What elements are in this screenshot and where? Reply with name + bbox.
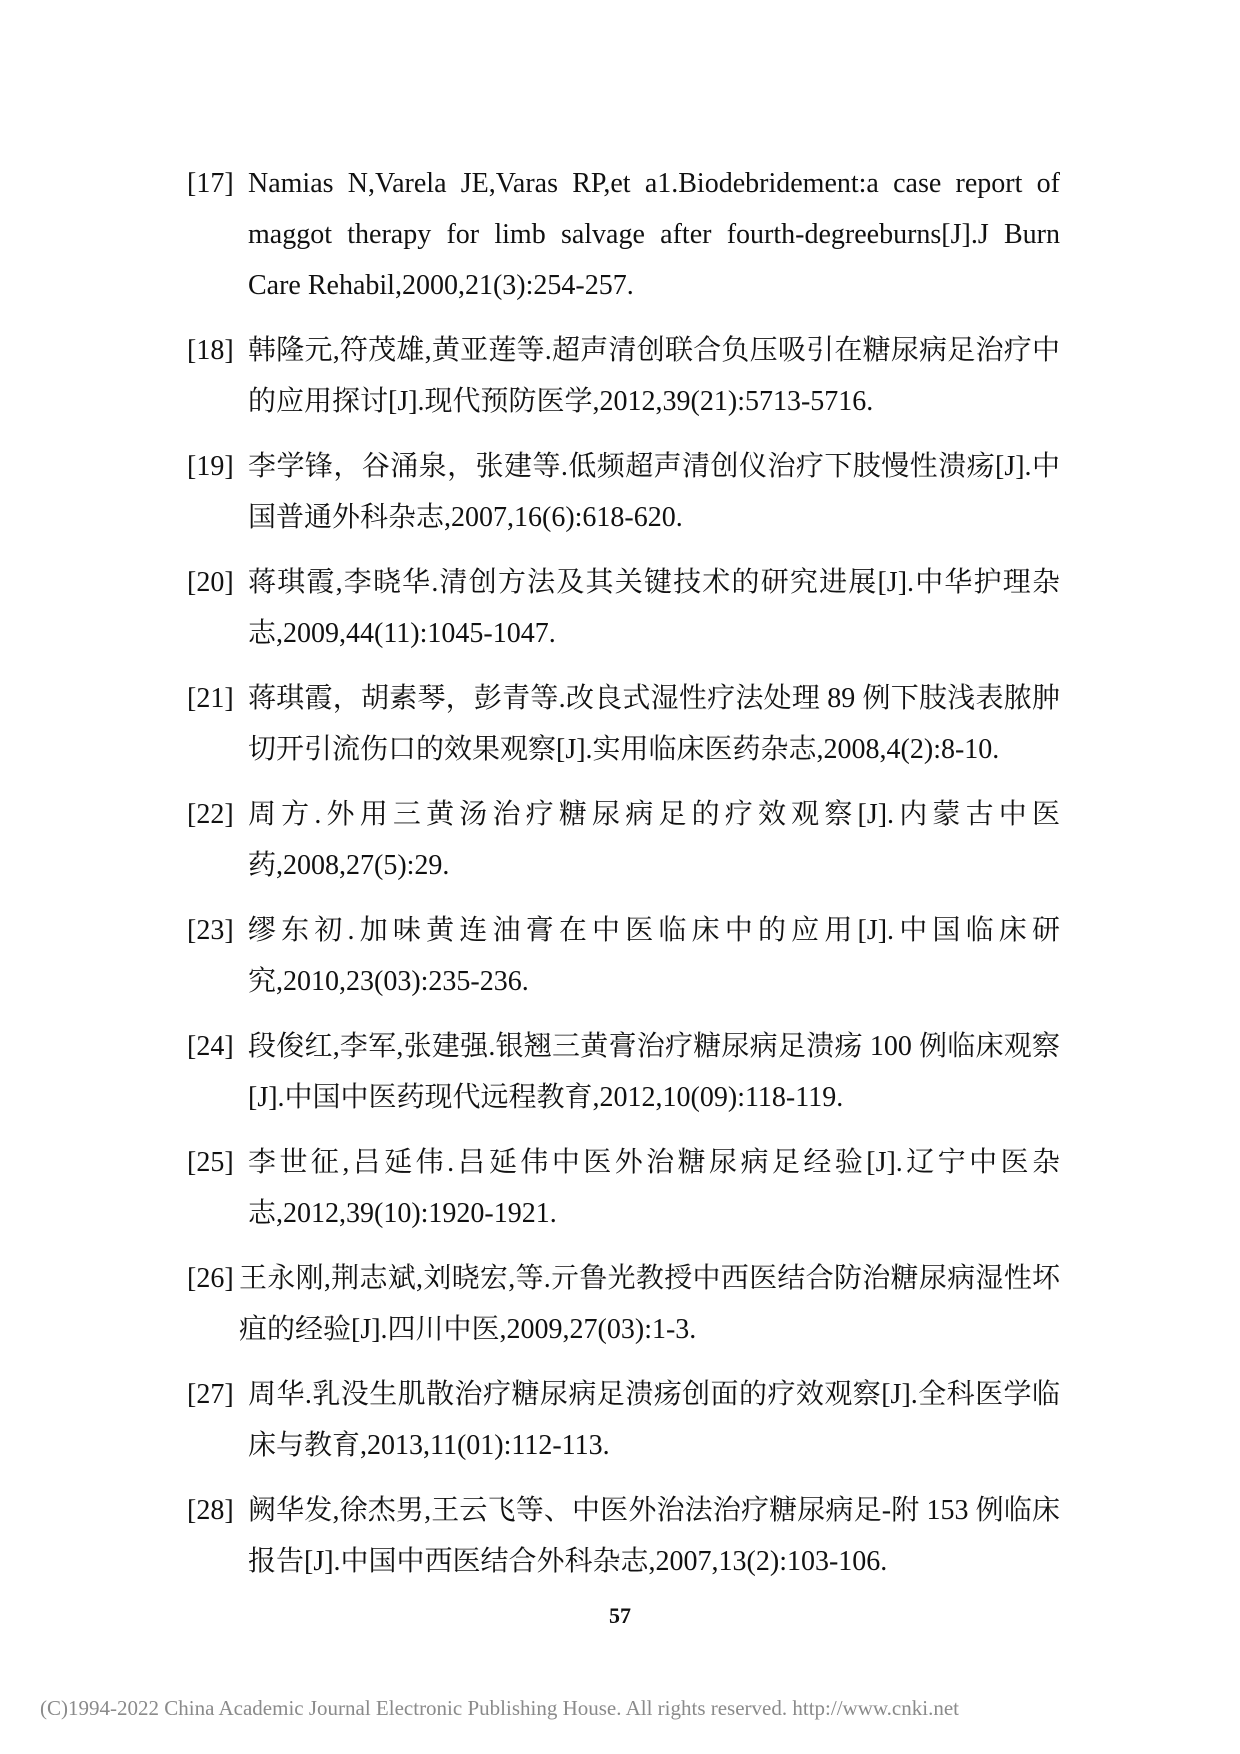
reference-text: Namias N,Varela JE,Varas RP,et a1.Biodebridement:a case report of maggot therapy for limb salvage after fourth-degreeburns[J].J Burn Care Rehabil,2000,21(3):254-257. xyxy=(248,168,1060,301)
reference-number: [28] xyxy=(187,1495,234,1526)
reference-item xyxy=(187,557,1060,659)
reference-item xyxy=(187,789,1060,891)
reference-text: 李世征,吕延伟.吕延伟中医外治糖尿病足经验[J].辽宁中医杂志,2012,39(10):1920-1921. xyxy=(248,1147,1060,1229)
reference-number: [21] xyxy=(187,683,234,714)
reference-number: [26] xyxy=(187,1263,234,1294)
reference-text: 韩隆元,符茂雄,黄亚莲等.超声清创联合负压吸引在糖尿病足治疗中的应用探讨[J].现代预防医学,2012,39(21):5713-5716. xyxy=(248,335,1060,417)
copyright-footer: (C)1994-2022 China Academic Journal Electronic Publishing House. All rights reserved. http://www.cnki.net xyxy=(40,1696,959,1720)
reference-text: 周方.外用三黄汤治疗糖尿病足的疗效观察[J].内蒙古中医药,2008,27(5):29. xyxy=(248,799,1060,881)
reference-text: 蒋琪霞,李晓华.清创方法及其关键技术的研究进展[J].中华护理杂志,2009,44(11):1045-1047. xyxy=(248,567,1060,649)
reference-item xyxy=(187,1253,1060,1355)
reference-item xyxy=(187,1021,1060,1123)
reference-number: [27] xyxy=(187,1379,234,1410)
reference-item xyxy=(187,1369,1060,1471)
reference-item xyxy=(187,1485,1060,1587)
reference-number: [18] xyxy=(187,335,234,366)
reference-text: 蒋琪霞，胡素琴，彭青等.改良式湿性疗法处理 89 例下肢浅表脓肿切开引流伤口的效果观察[J].实用临床医药杂志,2008,4(2):8-10. xyxy=(248,683,1060,765)
reference-item xyxy=(187,325,1060,427)
reference-text: 段俊红,李军,张建强.银翘三黄膏治疗糖尿病足溃疡 100 例临床观察[J].中国中医药现代远程教育,2012,10(09):118-119. xyxy=(248,1031,1060,1113)
reference-item xyxy=(187,1137,1060,1239)
reference-list xyxy=(187,158,1060,1601)
reference-item xyxy=(187,673,1060,775)
reference-number: [23] xyxy=(187,915,234,946)
reference-text: 阙华发,徐杰男,王云飞等、中医外治法治疗糖尿病足-附 153 例临床报告[J].中国中西医结合外科杂志,2007,13(2):103-106. xyxy=(248,1495,1060,1577)
reference-number: [17] xyxy=(187,168,234,199)
reference-item xyxy=(187,441,1060,543)
reference-text: 周华.乳没生肌散治疗糖尿病足溃疡创面的疗效观察[J].全科医学临床与教育,2013,11(01):112-113. xyxy=(248,1379,1060,1461)
reference-item xyxy=(187,158,1060,311)
reference-number: [20] xyxy=(187,567,234,598)
reference-text: 缪东初.加味黄连油膏在中医临床中的应用[J].中国临床研究,2010,23(03):235-236. xyxy=(248,915,1060,997)
reference-text: 李学锋，谷涌泉，张建等.低频超声清创仪治疗下肢慢性溃疡[J].中国普通外科杂志,2007,16(6):618-620. xyxy=(248,451,1060,533)
reference-number: [22] xyxy=(187,799,234,830)
page-number: 57 xyxy=(609,1603,631,1628)
reference-item xyxy=(187,905,1060,1007)
reference-text: 王永刚,荆志斌,刘晓宏,等.亓鲁光教授中西医结合防治糖尿病湿性坏疽的经验[J].四川中医,2009,27(03):1-3. xyxy=(239,1263,1060,1345)
reference-number: [24] xyxy=(187,1031,234,1062)
reference-number: [19] xyxy=(187,451,234,482)
reference-number: [25] xyxy=(187,1147,234,1178)
